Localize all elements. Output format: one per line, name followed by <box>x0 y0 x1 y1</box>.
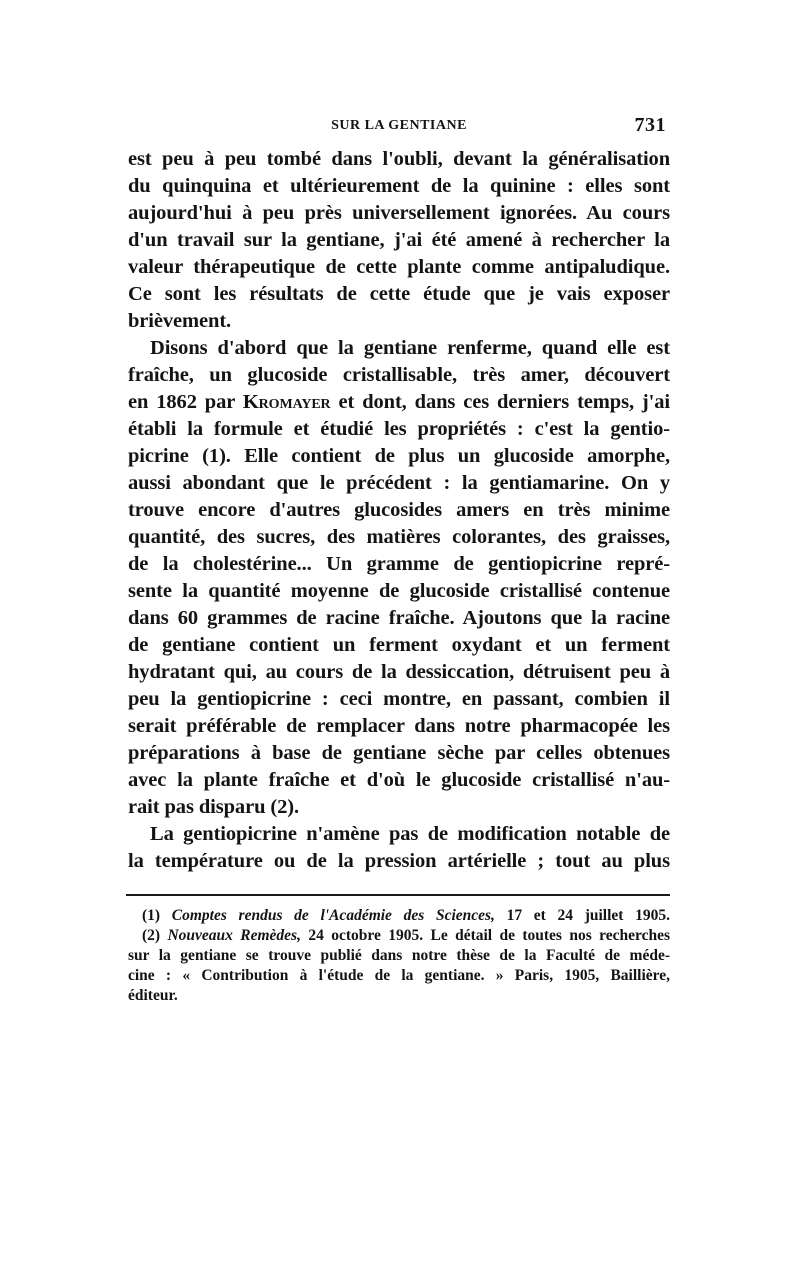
text-line <box>128 578 670 605</box>
body-text <box>128 146 670 875</box>
text-line <box>128 362 670 389</box>
text-line <box>128 848 670 875</box>
text-segment: est peu à peu tombé dans l'oubli, devant la généralisation <box>128 148 670 170</box>
text-line <box>128 740 670 767</box>
text-segment: rait pas disparu (2). <box>128 796 300 818</box>
author-name: Kromayer <box>242 391 331 413</box>
text-line <box>128 200 670 227</box>
page-number: 731 <box>634 114 666 136</box>
text-line <box>128 443 670 470</box>
text-segment: (1) <box>142 907 172 924</box>
citation-title: Nouveaux Remèdes, <box>167 927 301 944</box>
text-line <box>128 551 670 578</box>
text-segment: sur la gentiane se trouve publié dans notre thèse de la Faculté de méde- <box>128 947 670 964</box>
text-line <box>128 821 670 848</box>
text-segment: serait préférable de remplacer dans notre pharmacopée les <box>128 715 670 737</box>
footnote-line <box>128 946 670 966</box>
text-line <box>128 659 670 686</box>
text-segment: cine : « Contribution à l'étude de la gentiane. » Paris, 1905, Baillière, <box>128 967 670 984</box>
text-segment: (2) <box>142 927 168 944</box>
citation-title: Comptes rendus de l'Académie des Sciences, <box>171 907 495 924</box>
footnotes <box>128 906 670 1006</box>
text-line <box>128 794 670 821</box>
text-line <box>128 335 670 362</box>
text-line <box>128 497 670 524</box>
running-head <box>128 112 670 146</box>
text-segment: dans 60 grammes de racine fraîche. Ajoutons que la racine <box>128 607 670 629</box>
text-segment: aussi abondant que le précédent : la gentiamarine. On y <box>128 472 670 494</box>
text-line <box>128 470 670 497</box>
text-line <box>128 146 670 173</box>
text-line <box>128 416 670 443</box>
text-segment: peu la gentiopicrine : ceci montre, en passant, combien il <box>128 688 670 710</box>
text-segment: du quinquina et ultérieurement de la quinine : elles sont <box>128 175 670 197</box>
footnote-line <box>128 926 670 946</box>
text-segment: picrine (1). Elle contient de plus un glucoside amorphe, <box>128 445 670 467</box>
text-segment: de la cholestérine... Un gramme de gentiopicrine repré- <box>128 553 670 575</box>
text-segment: fraîche, un glucoside cristallisable, très amer, découvert <box>128 364 670 386</box>
text-segment: quantité, des sucres, des matières colorantes, des graisses, <box>128 526 670 548</box>
text-segment: en 1862 par <box>128 391 243 413</box>
text-line <box>128 281 670 308</box>
text-line <box>128 227 670 254</box>
text-segment: d'un travail sur la gentiane, j'ai été amené à rechercher la <box>128 229 670 251</box>
text-line <box>128 173 670 200</box>
running-title: SUR LA GENTIANE <box>331 118 467 133</box>
text-segment: La gentiopicrine n'amène pas de modification notable de <box>150 823 670 845</box>
footnote-line <box>128 906 670 926</box>
text-segment: aujourd'hui à peu près universellement ignorées. Au cours <box>128 202 670 224</box>
text-segment: Disons d'abord que la gentiane renferme, quand elle est <box>150 337 670 359</box>
text-line <box>128 308 670 335</box>
book-page <box>128 112 670 1006</box>
text-segment: sente la quantité moyenne de glucoside cristallisé contenue <box>128 580 670 602</box>
text-segment: 24 octobre 1905. Le détail de toutes nos recherches <box>300 927 670 944</box>
footnote-line <box>128 966 670 986</box>
text-segment: établi la formule et étudié les propriétés : c'est la gentio- <box>128 418 670 440</box>
footnote-line <box>128 986 670 1006</box>
text-segment: hydratant qui, au cours de la dessiccation, détruisent peu à <box>128 661 670 683</box>
text-line <box>128 632 670 659</box>
text-segment: 17 et 24 juillet 1905. <box>494 907 670 924</box>
text-line <box>128 389 670 416</box>
text-segment: brièvement. <box>128 310 232 332</box>
text-segment: de gentiane contient un ferment oxydant et un ferment <box>128 634 670 656</box>
footnote-rule <box>126 894 670 896</box>
text-segment: Ce sont les résultats de cette étude que je vais exposer <box>128 283 670 305</box>
text-line <box>128 767 670 794</box>
text-line <box>128 605 670 632</box>
text-segment: trouve encore d'autres glucosides amers en très minime <box>128 499 670 521</box>
text-segment: éditeur. <box>128 987 178 1004</box>
text-line <box>128 686 670 713</box>
text-segment: la température ou de la pression artérielle ; tout au plus <box>128 850 670 872</box>
text-line <box>128 254 670 281</box>
text-line <box>128 713 670 740</box>
text-line <box>128 524 670 551</box>
text-segment: et dont, dans ces derniers temps, j'ai <box>330 391 670 413</box>
text-segment: valeur thérapeutique de cette plante comme antipaludique. <box>128 256 670 278</box>
text-segment: avec la plante fraîche et d'où le glucoside cristallisé n'au- <box>128 769 670 791</box>
text-segment: préparations à base de gentiane sèche par celles obtenues <box>128 742 670 764</box>
